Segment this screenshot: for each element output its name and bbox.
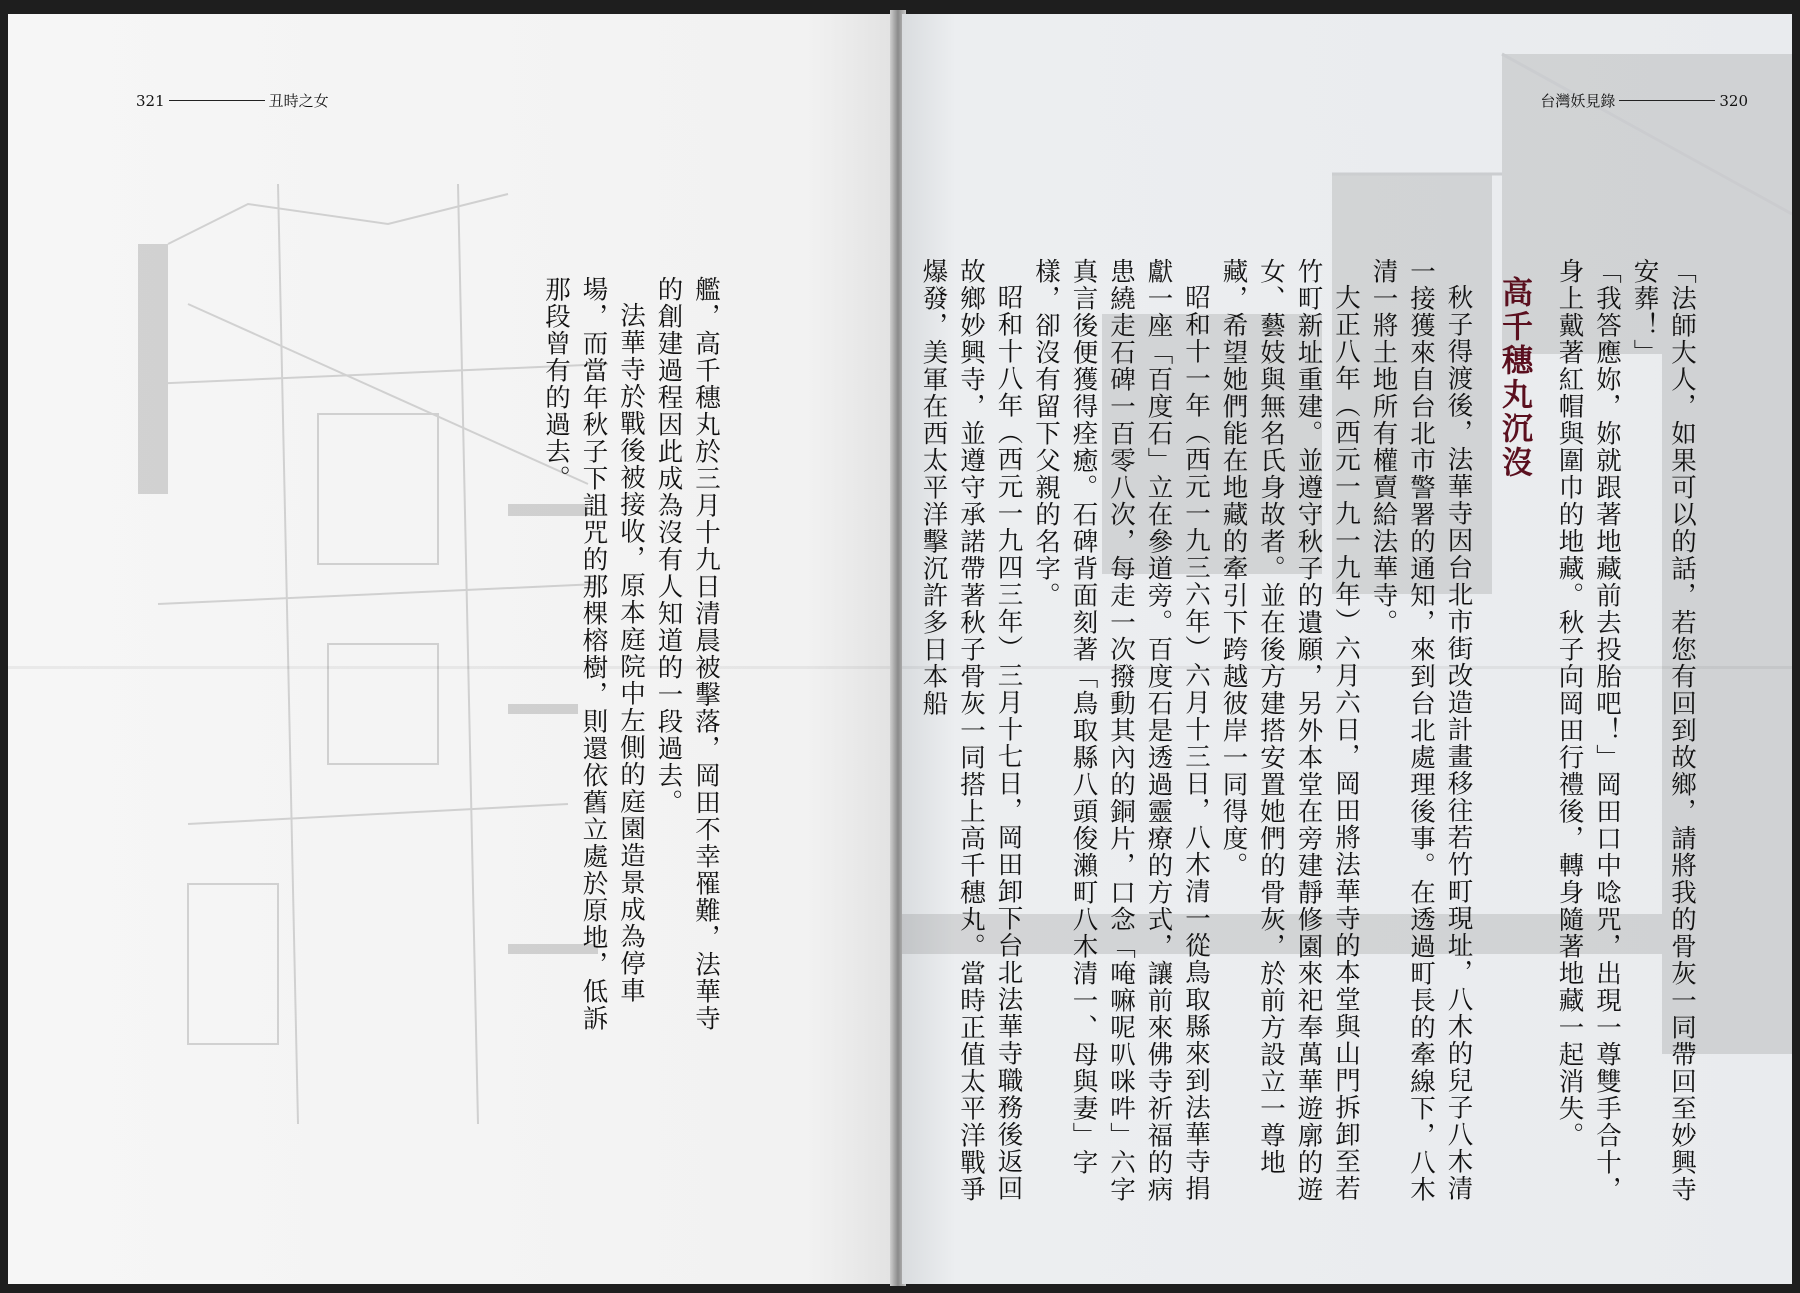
running-title: 丑時之女 <box>268 92 329 110</box>
running-title: 台灣妖見錄 <box>1540 92 1616 110</box>
chapter-heading: 高千穗丸沉沒 <box>1496 276 1532 480</box>
paragraph: 昭和十八年（西元一九四三年）三月十七日，岡田卸下台北法華寺職務後返回故鄉妙興寺，並遵守承諾帶著秋子骨灰一同搭上高千穗丸。當時正值太平洋戰爭爆發，美軍在西太平洋擊沉許多日本船 <box>918 258 1024 1203</box>
paragraph: 秋子得渡後，法華寺因台北市街改造計畫移往若竹町現址，八木的兒子八木清一接獲來自台北市警署的通知，來到台北處理後事。在透過町長的牽線下，八木清一將土地所有權賣給法華寺。 <box>1368 258 1474 1203</box>
page-number: 320 <box>1719 91 1748 110</box>
paragraph: 法華寺於戰後被接收，原本庭院中左側的庭園造景成為停車場，而當年秋子下詛咒的那棵榕樹，則還依舊立處於原地，低訴那段曾有的過去。 <box>541 276 646 1032</box>
right-body-text <box>914 258 1700 1218</box>
running-header-right <box>1540 90 1748 111</box>
paragraph: 昭和十一年（西元一九三六年）六月十三日，八木清一從鳥取縣來到法華寺捐獻一座「百度石」立在參道旁。百度石是透過靈療的方式，讓前來佛寺祈福的病患繞走石碑一百零八次，每走一次撥動其內的銅片，口念「唵嘛呢叭咪吽」六字真言後便獲得痊癒。石碑背面刻著「鳥取縣八頭俊瀨町八木清一、母與妻」字樣，卻沒有留下父親的名字。 <box>1031 258 1211 1203</box>
scan-fold <box>902 666 1792 669</box>
paragraph: 艦，高千穗丸於三月十九日清晨被擊落，岡田不幸罹難，法華寺的創建過程因此成為沒有人知道的一段過去。 <box>653 276 721 1032</box>
running-header-left <box>136 90 329 111</box>
page-number: 321 <box>136 91 165 110</box>
dialogue-paragraph: 「法師大人，如果可以的話，若您有回到故鄉，請將我的骨灰一同帶回至妙興寺安葬！」 <box>1629 258 1697 1203</box>
left-body-text <box>537 276 725 1036</box>
header-rule <box>1619 100 1715 101</box>
scan-fold <box>8 666 894 669</box>
dialogue-paragraph: 「我答應妳，妳就跟著地藏前去投胎吧！」岡田口中唸咒，出現一尊雙手合十，身上戴著紅帽與圍巾的地藏。秋子向岡田行禮後，轉身隨著地藏一起消失。 <box>1554 258 1622 1203</box>
right-page <box>902 14 1792 1284</box>
left-page <box>8 14 894 1284</box>
header-rule <box>169 100 265 101</box>
paragraph: 大正八年（西元一九一九年）六月六日，岡田將法華寺的本堂與山門拆卸至若竹町新址重建。並遵守秋子的遺願，另外本堂在旁建靜修園來祀奉萬華遊廓的遊女、藝妓與無名氏身故者。並在後方建搭安置她們的骨灰，於前方設立一尊地藏，希望她們能在地藏的牽引下跨越彼岸一同得度。 <box>1218 258 1361 1203</box>
